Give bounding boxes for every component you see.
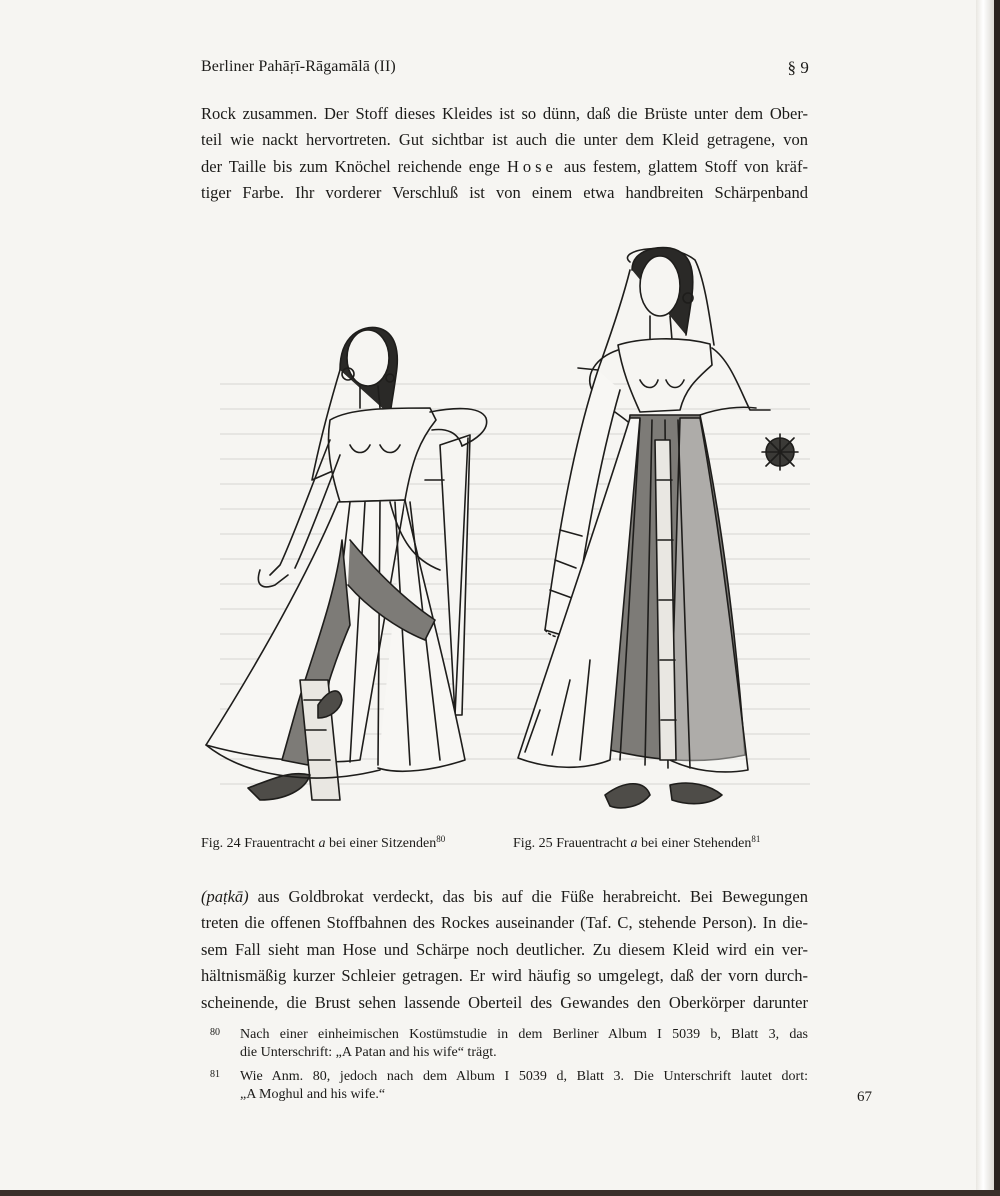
footnote-number: 81 — [210, 1069, 220, 1080]
footnote-line: Nach einer einheimischen Kostümstudie in dem Berliner Album I 5039 b, Blatt 3, das — [240, 1027, 808, 1042]
footnote — [210, 1026, 808, 1062]
footnote — [210, 1068, 808, 1104]
text-span: aus festem, glattem Stoff von kräf- — [556, 156, 808, 176]
footnote-line: Wie Anm. 80, jedoch nach dem Album I 5039 d, Blatt 3. Die Unterschrift lautet dort: — [240, 1069, 808, 1084]
text-span: der Taille bis zum Knöchel reichende enge — [201, 156, 507, 176]
caption-variant: a — [630, 836, 638, 851]
paragraph-top — [201, 101, 808, 207]
running-head-title: Berliner Pahāṛī-Rāgamālā (II) — [201, 58, 396, 75]
caption-variant: a — [318, 836, 326, 851]
text-line — [201, 154, 808, 180]
footnote-ref[interactable]: 80 — [436, 834, 446, 844]
figure-caption-25 — [513, 834, 760, 852]
caption-text: Frauentracht — [556, 836, 631, 851]
text-line: sem Fall sieht man Hose und Schärpe noch deutlicher. Zu diesem Kleid wird ein ver- — [201, 939, 808, 959]
running-head — [201, 58, 809, 76]
text-line: scheinende, die Brust sehen lassende Oberteil des Gewandes den Oberkörper darunter — [201, 992, 808, 1012]
scan-border-bottom — [0, 1190, 1000, 1196]
footnote-ref[interactable]: 81 — [751, 834, 761, 844]
text-line — [201, 884, 808, 910]
caption-label: Fig. 24 — [201, 836, 241, 851]
page-number: 67 — [857, 1089, 872, 1105]
text-line: hältnismäßig kurzer Schleier getragen. Er wird häufig so umgelegt, daß der vorn durch- — [201, 966, 808, 986]
costume-illustrations — [200, 240, 810, 820]
footnote-number: 80 — [210, 1027, 220, 1038]
standing-woman-figure — [518, 248, 798, 808]
running-head-section: § 9 — [787, 58, 809, 77]
text-line: tiger Farbe. Ihr vorderer Verschluß ist von einem etwa handbreiten Schärpenband — [201, 183, 808, 203]
scan-border-right — [994, 0, 1000, 1196]
italic-term: (paṭkā) — [201, 887, 249, 906]
text-line: teil wie nackt hervortreten. Gut sichtbar ist auch die unter dem Kleid getragene, von — [201, 130, 808, 150]
caption-rest: bei einer Sitzenden — [325, 836, 437, 851]
text-line: Rock zusammen. Der Stoff dieses Kleides ist so dünn, daß die Brüste unter dem Ober- — [201, 104, 808, 123]
text-line: treten die offenen Stoffbahnen des Rockes auseinander (Taf. C, stehende Person). In die- — [201, 913, 808, 933]
footnotes — [210, 1026, 808, 1110]
footnote-line: „A Moghul and his wife.“ — [240, 1087, 386, 1102]
caption-text: Frauentracht — [244, 836, 319, 851]
spaced-term: Hose — [506, 156, 557, 176]
text-span: aus Goldbrokat verdeckt, das bis auf die Füße herabreicht. Bei Bewegungen — [248, 887, 808, 906]
page-edge — [976, 0, 994, 1196]
seated-woman-figure — [206, 327, 487, 800]
caption-label: Fig. 25 — [513, 836, 553, 851]
caption-rest: bei einer Stehenden — [637, 836, 752, 851]
figure-caption-24 — [201, 834, 445, 852]
footnote-line: die Unterschrift: „A Patan and his wife“ trägt. — [240, 1045, 497, 1060]
paragraph-bottom — [201, 884, 808, 1016]
